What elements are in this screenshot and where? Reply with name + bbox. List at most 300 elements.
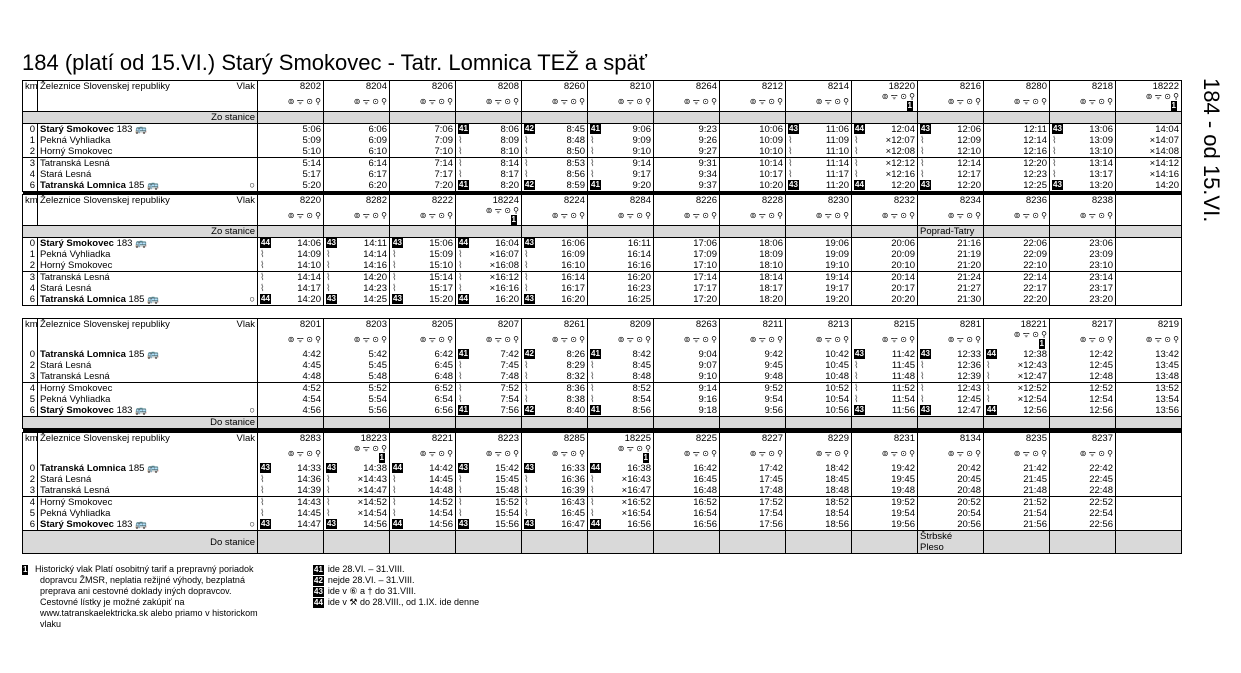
to-station <box>786 417 852 429</box>
time-cell: 18:20 <box>720 294 786 306</box>
time-cell: 17:17 <box>654 283 720 294</box>
time-cell: ⌇ ×16:07 <box>456 249 522 260</box>
time-cell: 17:09 <box>654 249 720 260</box>
time-cell: 21:52 <box>984 497 1050 509</box>
stop-row: 6 Tatranská Lomnica 185 🚌 ○ 44 14:20 43 14:25 43 15:20 44 16:20 43 16:20 16:25 17:20 18:20 19:20 20:20 21:30 22:20 23:20 <box>23 294 1182 306</box>
code-badge: 43 <box>459 519 468 528</box>
time-cell: ⌇ 8:10 <box>456 146 522 158</box>
time-cell: ⌇ 13:09 <box>1050 135 1116 146</box>
from-station <box>522 112 588 124</box>
train-number: 18222 <box>1116 81 1182 93</box>
train-icons <box>390 206 456 226</box>
wave-icon: ⌇ <box>920 371 925 382</box>
wave-icon: ⌇ <box>458 283 463 294</box>
wave-icon: ⌇ <box>524 169 529 180</box>
wave-icon: ⌇ <box>260 283 265 294</box>
time-cell: ⌇ ×12:07 <box>852 135 918 146</box>
time-cell <box>1116 474 1182 485</box>
wave-icon: ⌇ <box>524 383 529 394</box>
time-cell: 21:54 <box>984 508 1050 519</box>
time-cell: 6:56 <box>390 405 456 417</box>
wave-icon: ⌇ <box>920 158 925 169</box>
stop-row: 1 Pekná Vyhliadka 5:09 6:09 7:09 ⌇ 8:09 ⌇ 8:48 ⌇ 9:09 9:26 10:09 ⌇ 11:09 ⌇ ×12:07 ⌇ 12:09 12:14 ⌇ 13:09 ×14:07 <box>23 135 1182 146</box>
time-cell: 43 16:47 <box>522 519 588 531</box>
to-station: Štrbské Pleso <box>918 531 984 554</box>
service-icons: ⊚ ᯤ ⊙ ⚲ <box>881 92 915 101</box>
train-number: 8216 <box>918 81 984 93</box>
train-number: 8231 <box>852 433 918 445</box>
code-badge: 44 <box>855 180 864 189</box>
time-cell: 12:42 <box>1050 349 1116 360</box>
from-station <box>258 226 324 238</box>
time-cell: 7:10 <box>390 146 456 158</box>
train-number: 8228 <box>720 195 786 207</box>
to-station <box>522 531 588 554</box>
time-cell: 10:17 <box>720 169 786 180</box>
to-station <box>1116 417 1182 429</box>
train-number: 8214 <box>786 81 852 93</box>
code-badge: 41 <box>459 124 468 133</box>
time-cell: 22:17 <box>984 283 1050 294</box>
train-number: 8209 <box>588 319 654 331</box>
time-cell: 4:56 <box>258 405 324 417</box>
time-cell: ⌇ 14:52 <box>390 497 456 509</box>
wave-icon: ⌇ <box>458 249 463 260</box>
train-icons <box>984 444 1050 463</box>
wave-icon: ⌇ <box>854 146 859 157</box>
service-icons: ⊚ ᯤ ⊙ ⚲ <box>485 97 519 106</box>
to-station <box>654 531 720 554</box>
time-cell: 18:10 <box>720 260 786 272</box>
time-cell: 44 16:04 <box>456 238 522 250</box>
train-icons <box>852 330 918 349</box>
legend-codes <box>313 564 479 608</box>
time-cell: 41 7:42 <box>456 349 522 360</box>
time-cell <box>1116 485 1182 497</box>
time-cell: 12:56 <box>1050 405 1116 417</box>
time-cell: 12:54 <box>1050 394 1116 405</box>
time-cell: ⌇ 12:45 <box>918 394 984 405</box>
time-cell: 10:10 <box>720 146 786 158</box>
wave-icon: ⌇ <box>458 135 463 146</box>
time-cell: 19:06 <box>786 238 852 250</box>
time-cell: 5:09 <box>258 135 324 146</box>
time-cell: 17:14 <box>654 272 720 284</box>
service-icons: ⊚ ᯤ ⊙ ⚲ <box>287 211 321 220</box>
time-cell: 9:56 <box>720 405 786 417</box>
time-cell: ⌇ 16:43 <box>522 497 588 509</box>
time-cell: 44 12:38 <box>984 349 1050 360</box>
to-station <box>1050 531 1116 554</box>
stop-row: 0 Starý Smokovec 183 🚌 44 14:06 43 14:11 43 15:06 44 16:04 43 16:06 16:11 17:06 18:06 19:06 20:06 21:16 22:06 23:06 <box>23 238 1182 250</box>
time-cell: 20:48 <box>918 485 984 497</box>
wave-icon: ⌇ <box>458 474 463 485</box>
code-badge: 41 <box>459 180 468 189</box>
time-cell: 20:42 <box>918 463 984 474</box>
stop-row: 3 Tatranská Lesná ⌇ 14:39 ⌇ ×14:47 ⌇ 14:48 ⌇ 15:48 ⌇ 16:39 ⌇ ×16:47 16:48 17:48 18:48 19:48 20:48 21:48 22:48 <box>23 485 1182 497</box>
wave-icon: ⌇ <box>986 394 991 405</box>
time-cell: 22:45 <box>1050 474 1116 485</box>
to-station <box>258 417 324 429</box>
train-number: 8212 <box>720 81 786 93</box>
service-icons: ⊚ ᯤ ⊙ ⚲ <box>485 449 519 458</box>
stop-row: 2 Stará Lesná 4:45 5:45 6:45 ⌇ 7:45 ⌇ 8:29 ⌇ 8:45 9:07 9:45 10:45 ⌇ 11:45 ⌇ 12:36 ⌇ ×12:43 12:45 13:45 <box>23 360 1182 371</box>
wave-icon: ⌇ <box>458 497 463 508</box>
timetable-block <box>22 432 1182 554</box>
train-icons <box>258 206 324 226</box>
train-number: 8204 <box>324 81 390 93</box>
time-cell <box>1116 519 1182 531</box>
time-cell: 43 14:33 <box>258 463 324 474</box>
time-cell: 9:42 <box>720 349 786 360</box>
train-number: 8134 <box>918 433 984 445</box>
time-cell: 19:52 <box>852 497 918 509</box>
to-station <box>1116 531 1182 554</box>
to-station <box>654 417 720 429</box>
time-cell: ⌇ ×16:08 <box>456 260 522 272</box>
wave-icon: ⌇ <box>458 360 463 371</box>
time-cell: 43 12:33 <box>918 349 984 360</box>
time-cell: 16:54 <box>654 508 720 519</box>
train-icons <box>1116 206 1182 226</box>
service-icons: ⊚ ᯤ ⊙ ⚲ <box>1145 335 1179 344</box>
time-cell: 7:06 <box>390 124 456 136</box>
time-cell: 19:20 <box>786 294 852 306</box>
train-number: 8234 <box>918 195 984 207</box>
to-station <box>324 531 390 554</box>
time-cell: 13:56 <box>1116 405 1182 417</box>
time-cell: ×14:12 <box>1116 158 1182 170</box>
wave-icon: ⌇ <box>524 158 529 169</box>
time-cell: 20:14 <box>852 272 918 284</box>
time-cell: 18:06 <box>720 238 786 250</box>
time-cell: 5:48 <box>324 371 390 383</box>
wave-icon: ⌇ <box>260 485 265 496</box>
wave-icon: ⌇ <box>260 474 265 485</box>
time-cell: 10:52 <box>786 383 852 395</box>
wave-icon: ⌇ <box>1052 135 1057 146</box>
train-icons <box>918 444 984 463</box>
code-badge: 41 <box>591 124 600 133</box>
train-number: 18223 <box>324 433 390 445</box>
wave-icon: ⌇ <box>1052 146 1057 157</box>
time-cell: ⌇ 8:17 <box>456 169 522 180</box>
service-icons: ⊚ ᯤ ⊙ ⚲ <box>881 449 915 458</box>
time-cell: 10:42 <box>786 349 852 360</box>
stop-row: 4 Horný Smokovec ⌇ 14:43 ⌇ ×14:52 ⌇ 14:52 ⌇ 15:52 ⌇ 16:43 ⌇ ×16:52 16:52 17:52 18:52 19:52 20:52 21:52 22:52 <box>23 497 1182 509</box>
time-cell: 21:45 <box>984 474 1050 485</box>
time-cell: 17:56 <box>720 519 786 531</box>
stop-row: 4 Stará Lesná ⌇ 14:17 ⌇ 14:23 ⌇ 15:17 ⌇ ×16:16 ⌇ 16:17 16:23 17:17 18:17 19:17 20:17 21:27 22:17 23:17 <box>23 283 1182 294</box>
time-cell: ⌇ 7:48 <box>456 371 522 383</box>
time-cell: 9:45 <box>720 360 786 371</box>
stop-row: 4 Horný Smokovec 4:52 5:52 6:52 ⌇ 7:52 ⌇ 8:36 ⌇ 8:52 9:14 9:52 10:52 ⌇ 11:52 ⌇ 12:43 ⌇ ×12:52 12:52 13:52 <box>23 383 1182 395</box>
time-cell: ⌇ ×12:16 <box>852 169 918 180</box>
time-cell: ⌇ 14:45 <box>258 508 324 519</box>
code-badge: 44 <box>987 349 996 358</box>
note-badge: 1 <box>1171 101 1176 110</box>
time-cell: ⌇ 16:36 <box>522 474 588 485</box>
time-cell: 6:48 <box>390 371 456 383</box>
train-number: 18225 <box>588 433 654 445</box>
wave-icon: ⌇ <box>392 272 397 283</box>
time-cell: 42 8:59 <box>522 180 588 192</box>
service-icons: ⊚ ᯤ ⊙ ⚲ <box>815 211 849 220</box>
stop-row: 5 Pekná Vyhliadka ⌇ 14:45 ⌇ ×14:54 ⌇ 14:54 ⌇ 15:54 ⌇ 16:45 ⌇ ×16:54 16:54 17:54 18:54 19:54 20:54 21:54 22:54 <box>23 508 1182 519</box>
time-cell: ⌇ 8:56 <box>522 169 588 180</box>
train-number: 8202 <box>258 81 324 93</box>
service-icons: ⊚ ᯤ ⊙ ⚲ <box>617 444 651 453</box>
time-cell: ⌇ 16:09 <box>522 249 588 260</box>
time-cell: ⌇ 9:14 <box>588 158 654 170</box>
wave-icon: ⌇ <box>788 158 793 169</box>
time-cell: 22:14 <box>984 272 1050 284</box>
code-badge: 43 <box>393 294 402 303</box>
train-icons <box>654 330 720 349</box>
time-cell: ⌇ 14:54 <box>390 508 456 519</box>
time-cell: ⌇ 7:45 <box>456 360 522 371</box>
service-icons: ⊚ ᯤ ⊙ ⚲ <box>1013 211 1047 220</box>
time-cell: ⌇ 8:32 <box>522 371 588 383</box>
time-cell: 44 16:56 <box>588 519 654 531</box>
from-station <box>1116 112 1182 124</box>
from-station <box>390 112 456 124</box>
time-cell <box>1116 463 1182 474</box>
time-cell: 16:14 <box>588 249 654 260</box>
time-cell: 17:20 <box>654 294 720 306</box>
wave-icon: ⌇ <box>920 146 925 157</box>
legend-historic-line: preprava ani cestovné doklady iných dopravcov. <box>40 586 232 596</box>
time-cell: 41 7:56 <box>456 405 522 417</box>
from-station <box>984 112 1050 124</box>
to-station <box>258 531 324 554</box>
time-cell: 22:10 <box>984 260 1050 272</box>
wave-icon: ⌇ <box>458 485 463 496</box>
train-icons <box>852 206 918 226</box>
train-number: 8232 <box>852 195 918 207</box>
train-icons <box>984 330 1050 349</box>
time-cell: 12:14 <box>984 135 1050 146</box>
time-cell: 22:20 <box>984 294 1050 306</box>
time-cell: 9:48 <box>720 371 786 383</box>
time-cell: 43 14:38 <box>324 463 390 474</box>
time-cell: 7:14 <box>390 158 456 170</box>
time-cell: 19:10 <box>786 260 852 272</box>
wave-icon: ⌇ <box>986 383 991 394</box>
from-station <box>786 226 852 238</box>
time-cell: 21:48 <box>984 485 1050 497</box>
time-cell: 41 8:20 <box>456 180 522 192</box>
wave-icon: ⌇ <box>524 146 529 157</box>
time-cell: 43 14:25 <box>324 294 390 306</box>
to-station <box>720 531 786 554</box>
time-cell: 9:26 <box>654 135 720 146</box>
code-badge: 43 <box>921 180 930 189</box>
time-cell: 6:06 <box>324 124 390 136</box>
time-cell: 6:09 <box>324 135 390 146</box>
time-cell: 13:42 <box>1116 349 1182 360</box>
time-cell: 22:42 <box>1050 463 1116 474</box>
company-header: Železnice Slovenskej republiky Vlak <box>38 195 258 207</box>
wave-icon: ⌇ <box>854 135 859 146</box>
wave-icon: ⌇ <box>458 169 463 180</box>
service-icons: ⊚ ᯤ ⊙ ⚲ <box>683 211 717 220</box>
time-cell <box>1116 272 1182 284</box>
wave-icon: ⌇ <box>590 158 595 169</box>
code-badge: 43 <box>855 349 864 358</box>
code-badge: 44 <box>591 463 600 472</box>
service-icons: ⊚ ᯤ ⊙ ⚲ <box>485 335 519 344</box>
wave-icon: ⌇ <box>524 260 529 271</box>
from-station <box>522 226 588 238</box>
time-cell: ⌇ 15:48 <box>456 485 522 497</box>
legend-code-41: 41 ide 28.VI. – 31.VIII. <box>314 564 405 574</box>
wave-icon: ⌇ <box>854 169 859 180</box>
time-cell: 6:17 <box>324 169 390 180</box>
time-cell: 43 12:06 <box>918 124 984 136</box>
legend-historic <box>22 564 258 630</box>
train-icons <box>786 330 852 349</box>
code-badge: 44 <box>393 519 402 528</box>
time-cell: 4:42 <box>258 349 324 360</box>
service-icons: ⊚ ᯤ ⊙ ⚲ <box>683 335 717 344</box>
time-cell: 9:16 <box>654 394 720 405</box>
wave-icon: ⌇ <box>590 394 595 405</box>
code-badge: 42 <box>525 349 534 358</box>
train-icons <box>654 444 720 463</box>
stop-row: 2 Stará Lesná ⌇ 14:36 ⌇ ×14:43 ⌇ 14:45 ⌇ 15:45 ⌇ 16:36 ⌇ ×16:43 16:45 17:45 18:45 19:45 20:45 21:45 22:45 <box>23 474 1182 485</box>
time-cell: 18:42 <box>786 463 852 474</box>
code-badge: 43 <box>921 405 930 414</box>
train-icons <box>1116 444 1182 463</box>
time-cell: 10:20 <box>720 180 786 192</box>
time-cell: 19:56 <box>852 519 918 531</box>
timetable-block <box>22 194 1182 306</box>
time-cell: 16:56 <box>654 519 720 531</box>
service-icons: ⊚ ᯤ ⊙ ⚲ <box>617 97 651 106</box>
time-cell: ⌇ 14:20 <box>324 272 390 284</box>
time-cell: 16:52 <box>654 497 720 509</box>
time-cell: 19:42 <box>852 463 918 474</box>
time-cell: 12:23 <box>984 169 1050 180</box>
to-station <box>390 531 456 554</box>
time-cell: 10:45 <box>786 360 852 371</box>
time-cell: ⌇ ×12:08 <box>852 146 918 158</box>
time-cell: 44 14:06 <box>258 238 324 250</box>
train-number: 8207 <box>456 319 522 331</box>
service-icons: ⊚ ᯤ ⊙ ⚲ <box>1079 97 1113 106</box>
wave-icon: ⌇ <box>590 497 595 508</box>
time-cell: 23:09 <box>1050 249 1116 260</box>
train-icons <box>786 206 852 226</box>
service-icons: ⊚ ᯤ ⊙ ⚲ <box>551 211 585 220</box>
code-badge: 42 <box>525 180 534 189</box>
wave-icon: ⌇ <box>392 497 397 508</box>
wave-icon: ⌇ <box>458 371 463 382</box>
time-cell: 22:54 <box>1050 508 1116 519</box>
time-cell: 7:09 <box>390 135 456 146</box>
time-cell: ⌇ 15:09 <box>390 249 456 260</box>
time-cell: 5:20 <box>258 180 324 192</box>
wave-icon: ⌇ <box>392 283 397 294</box>
train-icons <box>918 206 984 226</box>
train-icons <box>522 206 588 226</box>
time-cell: ⌇ 12:17 <box>918 169 984 180</box>
service-icons: ⊚ ᯤ ⊙ ⚲ <box>617 335 651 344</box>
time-cell: 43 14:47 <box>258 519 324 531</box>
service-icons: ⊚ ᯤ ⊙ ⚲ <box>1079 335 1113 344</box>
service-icons: ⊚ ᯤ ⊙ ⚲ <box>551 449 585 458</box>
time-cell <box>1116 283 1182 294</box>
from-station: Poprad-Tatry <box>918 226 984 238</box>
wave-icon: ⌇ <box>590 135 595 146</box>
wave-icon: ⌇ <box>392 474 397 485</box>
from-station <box>720 226 786 238</box>
note-badge: 1 <box>643 453 648 462</box>
to-station <box>324 417 390 429</box>
time-cell: ⌇ 14:48 <box>390 485 456 497</box>
time-cell: 17:45 <box>720 474 786 485</box>
time-cell: 5:14 <box>258 158 324 170</box>
train-icons <box>1116 330 1182 349</box>
service-icons: ⊚ ᯤ ⊙ ⚲ <box>1079 449 1113 458</box>
wave-icon: ⌇ <box>524 360 529 371</box>
time-cell: 23:20 <box>1050 294 1116 306</box>
wave-icon: ⌇ <box>458 394 463 405</box>
train-icons <box>1050 330 1116 349</box>
service-icons: ⊚ ᯤ ⊙ ⚲ <box>749 97 783 106</box>
time-cell: 43 11:06 <box>786 124 852 136</box>
service-icons: ⊚ ᯤ ⊙ ⚲ <box>1145 92 1179 101</box>
code-43-badge: 43 <box>314 586 323 596</box>
time-cell: 5:10 <box>258 146 324 158</box>
service-icons: ⊚ ᯤ ⊙ ⚲ <box>485 206 519 215</box>
stop-row: 0 Starý Smokovec 183 🚌 5:06 6:06 7:06 41 8:06 42 8:45 41 9:06 9:23 10:06 43 11:06 44 12:04 43 12:06 12:11 43 13:06 14:04 <box>23 124 1182 136</box>
wave-icon: ⌇ <box>392 508 397 519</box>
time-cell: 20:09 <box>852 249 918 260</box>
time-cell: 43 11:56 <box>852 405 918 417</box>
code-badge: 41 <box>591 349 600 358</box>
time-cell: 21:42 <box>984 463 1050 474</box>
time-cell: 10:56 <box>786 405 852 417</box>
code-badge: 43 <box>327 238 336 247</box>
time-cell: 19:14 <box>786 272 852 284</box>
time-cell: 9:54 <box>720 394 786 405</box>
wave-icon: ⌇ <box>524 497 529 508</box>
time-cell: ⌇ 11:09 <box>786 135 852 146</box>
train-icons <box>522 444 588 463</box>
wave-icon: ⌇ <box>260 508 265 519</box>
service-icons: ⊚ ᯤ ⊙ ⚲ <box>551 335 585 344</box>
train-number: 8263 <box>654 319 720 331</box>
from-station <box>588 226 654 238</box>
train-icons <box>588 92 654 112</box>
time-cell: 44 12:20 <box>852 180 918 192</box>
time-cell: 21:30 <box>918 294 984 306</box>
time-cell: ⌇ 14:10 <box>258 260 324 272</box>
time-cell: ⌇ ×16:47 <box>588 485 654 497</box>
service-icons: ⊚ ᯤ ⊙ ⚲ <box>419 211 453 220</box>
time-cell: ⌇ 14:43 <box>258 497 324 509</box>
time-cell: 16:11 <box>588 238 654 250</box>
time-cell: ⌇ 8:38 <box>522 394 588 405</box>
time-cell: 12:20 <box>984 158 1050 170</box>
time-cell: ⌇ 15:14 <box>390 272 456 284</box>
train-number: 8283 <box>258 433 324 445</box>
wave-icon: ⌇ <box>326 260 331 271</box>
train-icons <box>654 92 720 112</box>
time-cell: 42 8:40 <box>522 405 588 417</box>
